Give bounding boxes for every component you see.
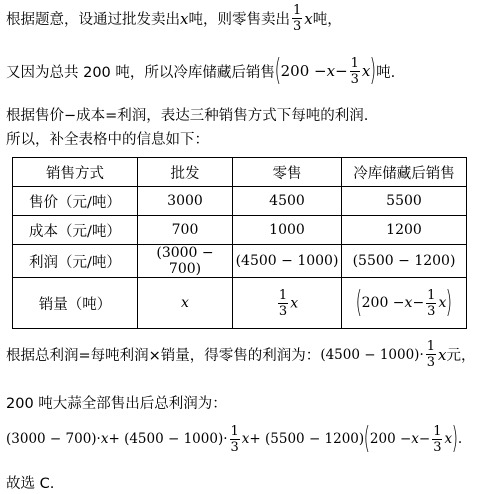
table-cell: x [138, 278, 233, 329]
header-cell: 销售方式 [13, 158, 138, 187]
fraction: $\frac{1}{3}$ [350, 55, 359, 87]
fraction: $\frac{1}{3}$ [292, 3, 302, 34]
info-table [12, 157, 467, 329]
table-cell: 1000 [233, 216, 342, 245]
table-cell: 4500 [233, 187, 342, 216]
right-paren: ) [451, 421, 459, 456]
table-header-row [13, 158, 467, 187]
table-row [13, 187, 467, 216]
table-cell: 3000 [138, 187, 233, 216]
line-7: (3000 − 700)· x + (4500 − 1000)· $\frac{1}{3}$ x + (5500 − 1200) ( 200 − x − $\frac{1}{3}$ x ) . [6, 421, 463, 456]
table-cell: 1200 [342, 216, 467, 245]
expression: ( 200 − x − $\frac{1}{3}$ x ) [363, 421, 459, 456]
fraction: $\frac{1}{3}$ [426, 339, 436, 370]
text: 吨， [312, 12, 342, 28]
text: 吨. [376, 64, 396, 81]
table-row [13, 216, 467, 245]
line-8: 故选 C. [6, 476, 55, 492]
table-cell: (4500 − 1000) [233, 245, 342, 278]
fraction: $\frac{1}{3}$ [230, 423, 239, 455]
table-cell: 700 [138, 216, 233, 245]
expression: ( 200 − x − $\frac{1}{3}$ x ) [274, 53, 377, 88]
text: 吨，则零售卖出 [188, 12, 290, 28]
fraction: $\frac{1}{3}$ [433, 423, 442, 455]
line-2 [6, 53, 396, 88]
row-label: 成本（元/吨） [13, 216, 138, 245]
row-label: 销量（吨） [13, 278, 138, 329]
left-paren: ( [355, 285, 362, 320]
header-cell: 批发 [138, 158, 233, 187]
header-cell: 零售 [233, 158, 342, 187]
table-cell: (5500 − 1200) [342, 245, 467, 278]
line-4: 所以，补全表格中的信息如下： [6, 132, 209, 148]
right-paren: ) [445, 285, 453, 320]
row-label: 利润（元/吨） [13, 245, 138, 278]
line-5: 根据总利润=每吨利润×销量，得零售的利润为： (4500 − 1000)· $\frac{1}{3}$ x 元， [6, 339, 476, 370]
line-6: 200 吨大蒜全部售出后总利润为： [6, 396, 227, 412]
fraction: $\frac{1}{3}$ [427, 287, 436, 319]
left-paren: ( [363, 421, 371, 456]
variable: x [180, 9, 189, 28]
left-paren: ( [274, 53, 281, 88]
line-1 [6, 4, 342, 33]
header-cell: 冷库储藏后销售 [342, 158, 467, 187]
fraction: $\frac{1}{3}$ [278, 287, 288, 319]
table-cell: 5500 [342, 187, 467, 216]
text: 又因为总共 200 吨，所以冷库储藏后销售 [6, 64, 275, 81]
variable: x [304, 9, 313, 28]
table-cell: $\frac{1}{3}$ x [233, 278, 342, 329]
table-cell: ( 200 − x − $\frac{1}{3}$ x ) [342, 278, 467, 329]
row-label: 售价（元/吨） [13, 187, 138, 216]
table-row [13, 278, 467, 329]
table-cell: (3000 − 700) [138, 245, 233, 278]
line-3: 根据售价−成本=利润，表达三种销售方式下每吨的利润. [6, 108, 369, 124]
table-row [13, 245, 467, 278]
text: 根据题意，设通过批发卖出 [6, 12, 180, 28]
right-paren: ) [370, 53, 377, 88]
